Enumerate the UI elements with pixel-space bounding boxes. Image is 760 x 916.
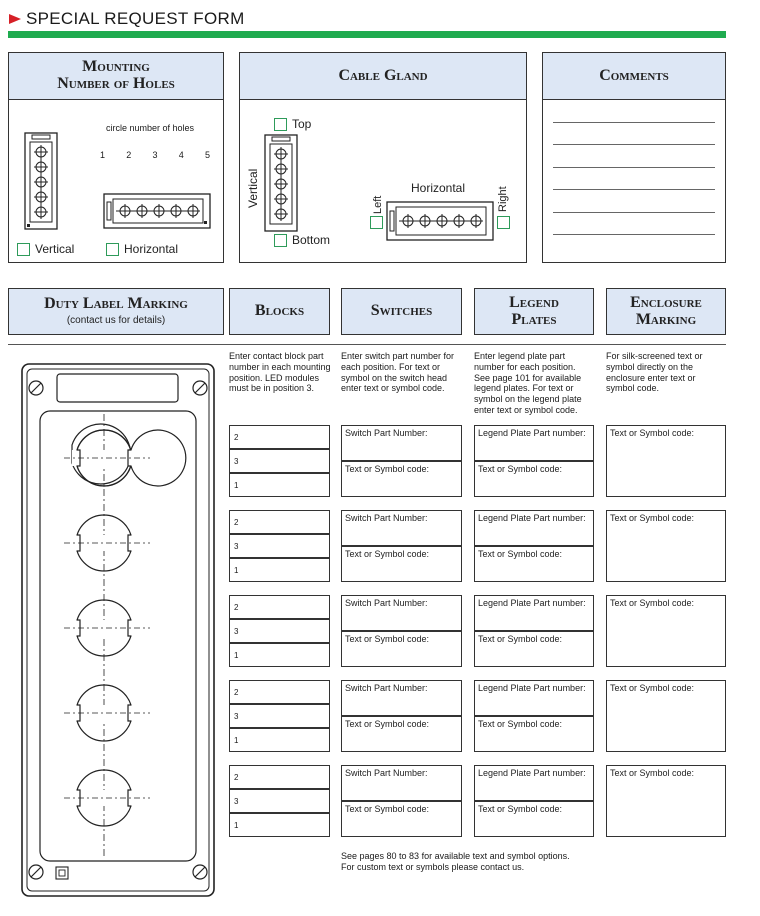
block-position-number: 3 xyxy=(234,711,239,721)
legend-part-label: Legend Plate Part number: xyxy=(478,768,586,778)
switch-part-number-field[interactable] xyxy=(341,595,462,631)
block-position-input[interactable] xyxy=(229,619,330,643)
block-position-number: 2 xyxy=(234,432,239,442)
switch-part-label: Switch Part Number: xyxy=(345,598,428,608)
comments-header xyxy=(542,52,726,100)
mounting-title-line1: Mounting xyxy=(82,58,150,76)
block-position-input[interactable] xyxy=(229,534,330,558)
gland-left-checkbox[interactable] xyxy=(370,216,383,229)
comment-line[interactable] xyxy=(553,189,715,190)
enclosure-code-label: Text or Symbol code: xyxy=(610,683,695,693)
block-position-input[interactable] xyxy=(229,680,330,704)
legend-title-line1: Legend xyxy=(509,293,559,311)
legend-code-label: Text or Symbol code: xyxy=(478,804,563,814)
block-position-number: 1 xyxy=(234,480,239,490)
gland-top-checkbox[interactable] xyxy=(274,118,287,131)
comments-title: Comments xyxy=(599,66,669,84)
enclosure-code-label: Text or Symbol code: xyxy=(610,768,695,778)
block-position-number: 1 xyxy=(234,735,239,745)
enclosure-marking-header xyxy=(606,288,726,335)
block-position-number: 1 xyxy=(234,820,239,830)
cable-gland-header xyxy=(239,52,527,100)
hole-count-1[interactable]: 1 xyxy=(100,150,106,160)
hole-count-5[interactable]: 5 xyxy=(204,150,210,160)
legend-code-label: Text or Symbol code: xyxy=(478,549,563,559)
legend-part-number-field[interactable] xyxy=(474,510,594,546)
legend-part-number-field[interactable] xyxy=(474,595,594,631)
block-position-input[interactable] xyxy=(229,789,330,813)
gland-horizontal-label: Horizontal xyxy=(411,181,466,195)
block-position-number: 2 xyxy=(234,772,239,782)
legend-part-label: Legend Plate Part number: xyxy=(478,598,586,608)
block-position-number: 2 xyxy=(234,517,239,527)
hole-count-options xyxy=(100,150,210,160)
gland-bottom-checkbox[interactable] xyxy=(274,234,287,247)
hole-count-4[interactable]: 4 xyxy=(178,150,184,160)
enclosure-title-line2: Marking xyxy=(635,310,697,328)
title-rule xyxy=(8,31,726,38)
switch-part-number-field[interactable] xyxy=(341,765,462,801)
legend-code-label: Text or Symbol code: xyxy=(478,464,563,474)
mounting-title-line2: Number of Holes xyxy=(57,75,175,92)
duty-enclosure-drawing xyxy=(20,362,216,898)
block-position-input[interactable] xyxy=(229,473,330,497)
legend-part-number-field[interactable] xyxy=(474,680,594,716)
switch-part-label: Switch Part Number: xyxy=(345,683,428,693)
switch-symbol-code-field[interactable] xyxy=(341,716,462,752)
comment-line[interactable] xyxy=(553,234,715,235)
switch-part-label: Switch Part Number: xyxy=(345,428,428,438)
gland-right-checkbox[interactable] xyxy=(497,216,510,229)
gland-horizontal-enclosure-icon xyxy=(386,201,494,241)
switch-code-label: Text or Symbol code: xyxy=(345,634,430,644)
switch-code-label: Text or Symbol code: xyxy=(345,464,430,474)
blocks-header xyxy=(229,288,330,335)
legend-part-label: Legend Plate Part number: xyxy=(478,683,586,693)
switch-symbol-code-field[interactable] xyxy=(341,801,462,837)
blocks-cell-group xyxy=(229,765,330,837)
gland-bottom-label: Bottom xyxy=(292,233,331,247)
duty-label-header xyxy=(8,288,224,335)
block-position-number: 1 xyxy=(234,565,239,575)
switches-header xyxy=(341,288,462,335)
legend-part-number-field[interactable] xyxy=(474,765,594,801)
comment-line[interactable] xyxy=(553,144,715,145)
cable-gland-title: Cable Gland xyxy=(338,66,428,84)
switch-code-label: Text or Symbol code: xyxy=(345,804,430,814)
enclosure-title-line1: Enclosure xyxy=(630,293,702,311)
gland-left-label: Left xyxy=(372,195,384,214)
switches-title: Switches xyxy=(370,302,433,320)
enclosure-symbol-code-field[interactable] xyxy=(606,765,726,837)
block-position-input[interactable] xyxy=(229,704,330,728)
switch-symbol-code-field[interactable] xyxy=(341,631,462,667)
horizontal-mount-label: Horizontal xyxy=(124,242,179,256)
hole-count-2[interactable]: 2 xyxy=(126,150,132,160)
duty-subtitle: (contact us for details) xyxy=(66,315,166,327)
legend-symbol-code-field[interactable] xyxy=(474,716,594,752)
block-position-input[interactable] xyxy=(229,558,330,582)
enclosure-symbol-code-field[interactable] xyxy=(606,425,726,497)
block-position-input[interactable] xyxy=(229,595,330,619)
switch-part-number-field[interactable] xyxy=(341,510,462,546)
enclosure-code-label: Text or Symbol code: xyxy=(610,428,695,438)
block-position-number: 3 xyxy=(234,796,239,806)
arrow-icon xyxy=(8,12,22,26)
blocks-title: Blocks xyxy=(254,302,305,320)
footer-line-1: See pages 80 to 83 for available text and symbol options. xyxy=(341,851,570,861)
section-divider xyxy=(8,344,726,345)
legend-symbol-code-field[interactable] xyxy=(474,546,594,582)
circle-holes-label: circle number of holes xyxy=(106,123,195,133)
enclosure-code-label: Text or Symbol code: xyxy=(610,513,695,523)
footer-note xyxy=(341,851,621,873)
block-position-input[interactable] xyxy=(229,765,330,789)
gland-vertical-label: Vertical xyxy=(246,168,260,208)
footer-line-2: For custom text or symbols please contact us. xyxy=(341,861,525,872)
switch-code-label: Text or Symbol code: xyxy=(345,719,430,729)
legend-plates-header xyxy=(474,288,594,335)
legend-description: Enter legend plate part number for each position. See page 101 for available legend plates. For text or symbol on the legend plate enter text or symbol code. xyxy=(474,351,582,415)
block-position-number: 3 xyxy=(234,626,239,636)
legend-symbol-code-field[interactable] xyxy=(474,801,594,837)
mounting-header xyxy=(8,52,224,100)
page-title: SPECIAL REQUEST FORM xyxy=(26,9,245,28)
block-position-input[interactable] xyxy=(229,449,330,473)
legend-symbol-code-field[interactable] xyxy=(474,631,594,667)
block-position-input[interactable] xyxy=(229,643,330,667)
duty-title: Duty Label Marking xyxy=(44,295,188,313)
blocks-description: Enter contact block part number in each mounting position. LED modules must be in position 3. xyxy=(229,351,331,394)
switches-description: Enter switch part number for each position. For text or symbol on the switch head enter text or symbol code. xyxy=(341,351,455,394)
switch-part-number-field[interactable] xyxy=(341,680,462,716)
horizontal-mount-checkbox[interactable] xyxy=(106,243,119,256)
switch-symbol-code-field[interactable] xyxy=(341,546,462,582)
block-position-input[interactable] xyxy=(229,728,330,752)
switch-part-label: Switch Part Number: xyxy=(345,768,428,778)
switch-part-number-field[interactable] xyxy=(341,425,462,461)
gland-top-label: Top xyxy=(292,117,312,131)
switch-code-label: Text or Symbol code: xyxy=(345,549,430,559)
vertical-mount-label: Vertical xyxy=(35,242,75,256)
blocks-cell-group xyxy=(229,510,330,582)
block-position-number: 1 xyxy=(234,650,239,660)
blocks-cell-group xyxy=(229,425,330,497)
block-position-number: 2 xyxy=(234,602,239,612)
legend-part-number-field[interactable] xyxy=(474,425,594,461)
enclosure-symbol-code-field[interactable] xyxy=(606,680,726,752)
legend-code-label: Text or Symbol code: xyxy=(478,719,563,729)
legend-part-label: Legend Plate Part number: xyxy=(478,428,586,438)
gland-vertical-enclosure-icon xyxy=(264,134,298,232)
block-position-input[interactable] xyxy=(229,813,330,837)
block-position-number: 3 xyxy=(234,456,239,466)
vertical-mount-checkbox[interactable] xyxy=(17,243,30,256)
comment-line[interactable] xyxy=(553,212,715,213)
comment-line[interactable] xyxy=(553,122,715,123)
switch-part-label: Switch Part Number: xyxy=(345,513,428,523)
enclosure-symbol-code-field[interactable] xyxy=(606,510,726,582)
blocks-cell-group xyxy=(229,680,330,752)
vertical-enclosure-icon xyxy=(24,132,58,230)
block-position-number: 2 xyxy=(234,687,239,697)
blocks-cell-group xyxy=(229,595,330,667)
hole-count-3[interactable]: 3 xyxy=(152,150,158,160)
enclosure-description: For silk-screened text or symbol directly on the enclosure enter text or symbol code. xyxy=(606,351,703,394)
block-position-number: 3 xyxy=(234,541,239,551)
block-position-input[interactable] xyxy=(229,510,330,534)
enclosure-code-label: Text or Symbol code: xyxy=(610,598,695,608)
legend-title-line2: Plates xyxy=(511,310,557,328)
comment-line[interactable] xyxy=(553,167,715,168)
switch-symbol-code-field[interactable] xyxy=(341,461,462,497)
horizontal-enclosure-icon xyxy=(103,193,211,229)
legend-code-label: Text or Symbol code: xyxy=(478,634,563,644)
legend-symbol-code-field[interactable] xyxy=(474,461,594,497)
block-position-input[interactable] xyxy=(229,425,330,449)
legend-part-label: Legend Plate Part number: xyxy=(478,513,586,523)
gland-right-label: Right xyxy=(497,186,509,212)
enclosure-symbol-code-field[interactable] xyxy=(606,595,726,667)
